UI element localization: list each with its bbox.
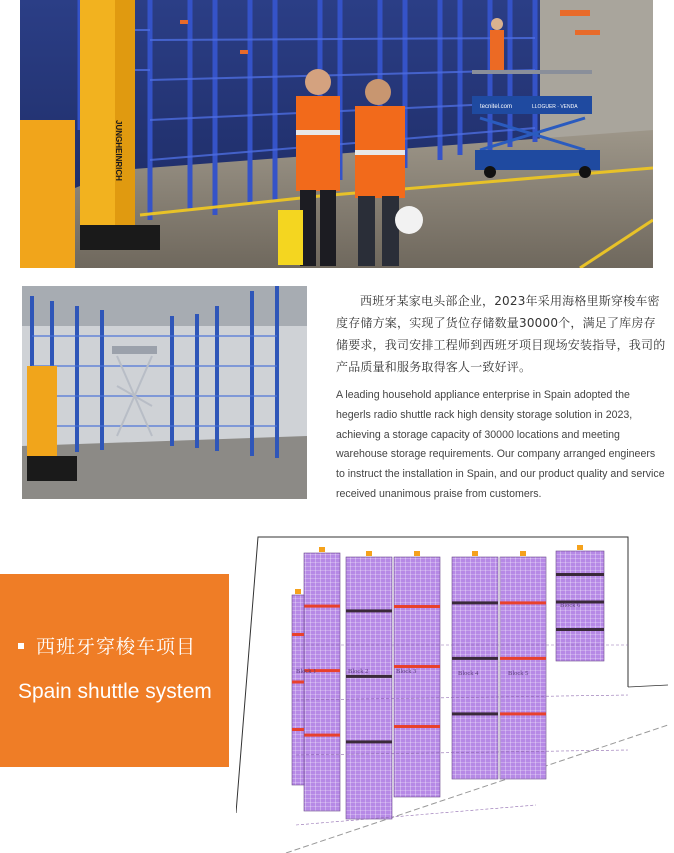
project-title-box: [0, 574, 229, 767]
lift-marker: [295, 589, 301, 594]
block-label: Block 6: [560, 602, 581, 609]
rack-block: [500, 557, 546, 779]
lift-marker: [366, 551, 372, 556]
rack-channel: [304, 734, 340, 737]
cn-description: 西班牙某家电头部企业，2023年采用海格里斯穿梭车密度存储方案，实现了货位存储数量30000个，满足了库房存储要求，我司安排工程师到西班牙项目现场安装指导，我司的产品质量和服务取得客人一致好评。: [336, 294, 666, 374]
lift-marker: [520, 551, 526, 556]
rack-channel: [292, 633, 304, 636]
block-label: Block 4: [458, 670, 479, 677]
lift-brand-text: LLOGUER · VENDA: [532, 104, 578, 110]
rack-channel: [346, 740, 392, 743]
rack-channel: [500, 657, 546, 660]
rack-channel: [500, 712, 546, 715]
rack-block: [452, 557, 498, 779]
lift-marker: [414, 551, 420, 556]
rack-channel: [452, 712, 498, 715]
rack-block: [304, 553, 340, 811]
rack-channel: [292, 681, 304, 684]
project-title-cn: 西班牙穿梭车项目: [36, 636, 197, 658]
block-label: Block 1: [296, 668, 317, 675]
bullet-square-icon: [18, 643, 24, 649]
lift-marker: [319, 547, 325, 552]
rack-channel: [452, 657, 498, 660]
lift-brand-label: tecnitel.com: [480, 104, 513, 110]
project-title-en: Spain shuttle system: [18, 680, 212, 703]
block-label: Block 5: [508, 670, 529, 677]
block-label: Block 3: [396, 668, 417, 675]
rack-block: [292, 595, 304, 785]
warehouse-layout-drawing: [236, 535, 668, 853]
rack-block: [394, 557, 440, 797]
photo-rack-installation: [22, 286, 307, 499]
rack-channel: [394, 725, 440, 728]
lift-marker: [577, 545, 583, 550]
rack-channel: [304, 605, 340, 608]
rack-channel: [452, 601, 498, 604]
en-description: A leading household appliance enterprise in Spain adopted the hegerls radio shuttle rack high density storage solution in 2023, achieving a storage capacity of 30000 locations and meeting warehouse storage requirements. Our company arranged engineers to instruct the installation in Spain, and our product quality and service received unanimous praise from customers.: [336, 389, 665, 500]
lift-marker: [472, 551, 478, 556]
rack-channel: [556, 628, 604, 631]
forklift-brand-label: JUNGHEINRICH: [114, 120, 123, 181]
rack-channel: [292, 728, 304, 731]
article-text: [336, 290, 666, 505]
rack-channel: [346, 609, 392, 612]
rack-channel: [556, 573, 604, 576]
rack-channel: [394, 605, 440, 608]
rack-block: [346, 557, 392, 819]
rack-channel: [346, 675, 392, 678]
block-label: Block 2: [348, 668, 369, 675]
photo-warehouse-team: [20, 0, 653, 268]
project-title-cn-row: [18, 632, 196, 659]
layout-svg: [236, 535, 668, 853]
rack-channel: [500, 601, 546, 604]
